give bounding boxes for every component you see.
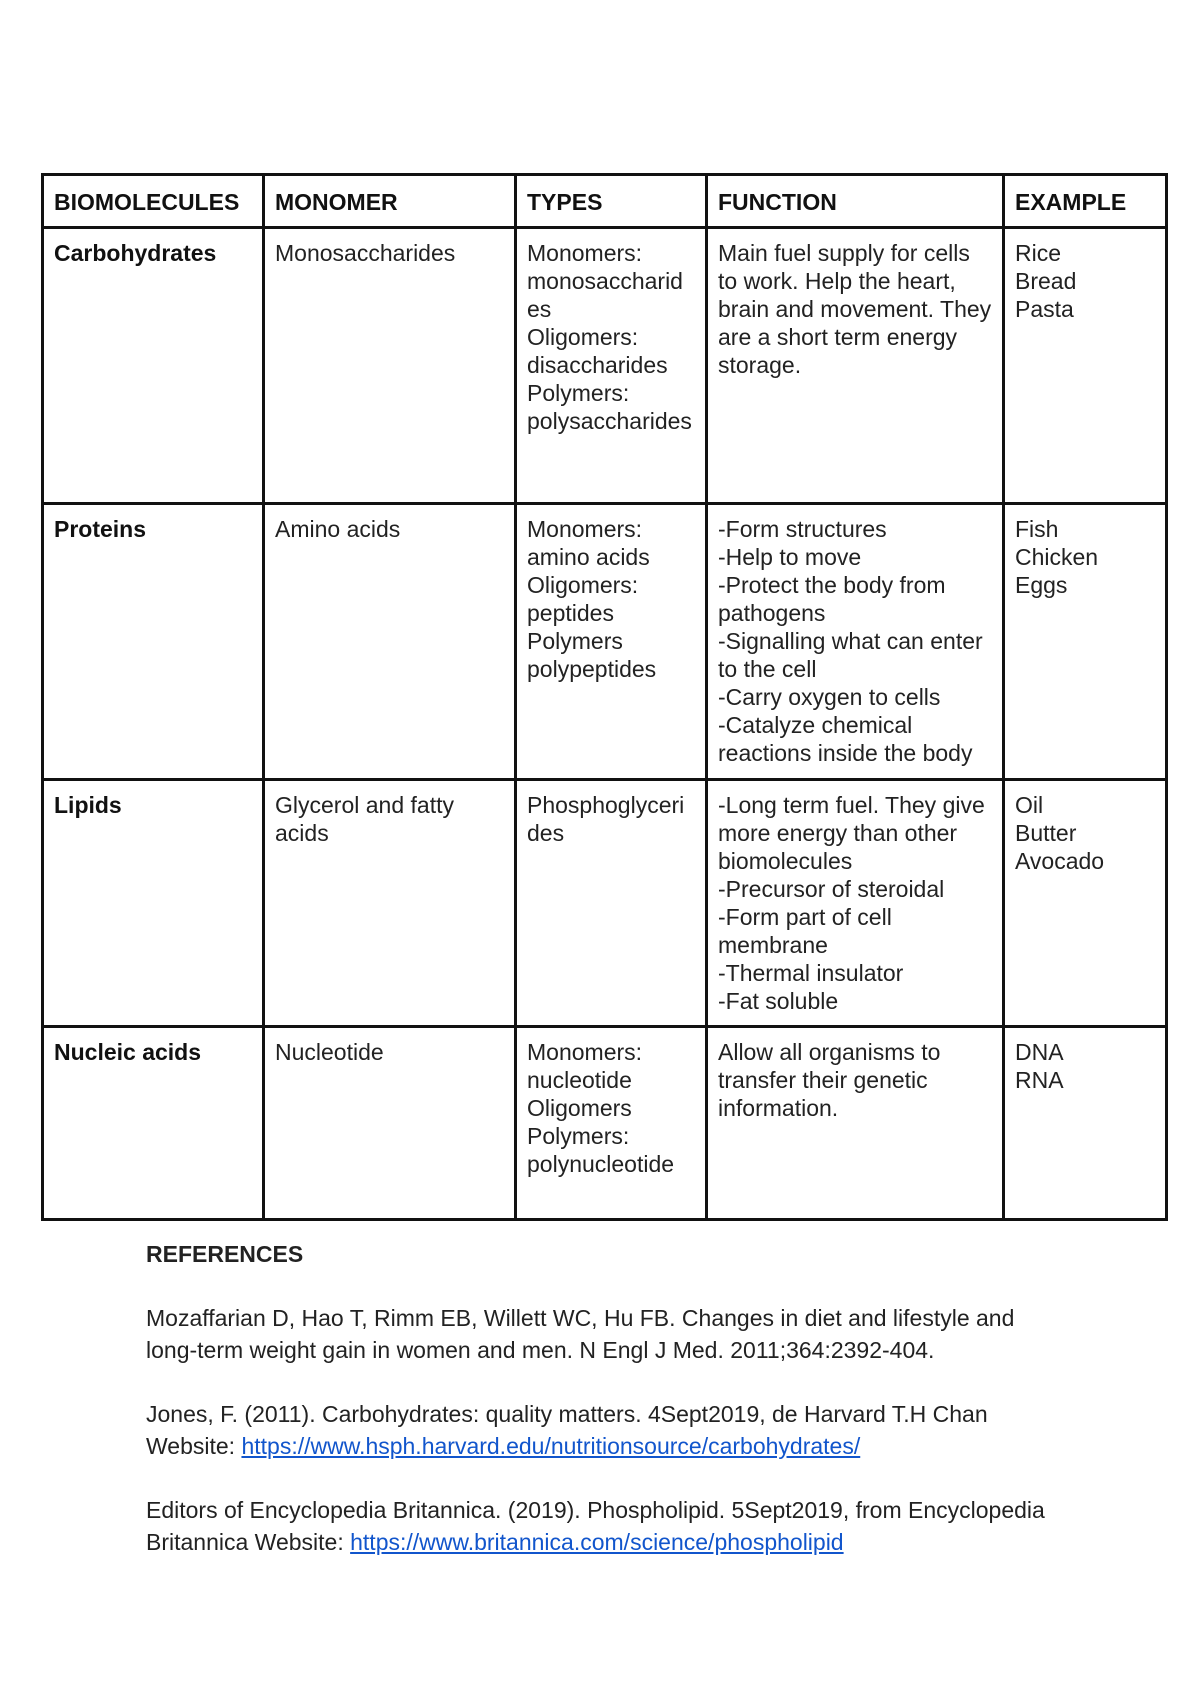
function-line: -Catalyze chemical reactions inside the body: [718, 712, 973, 766]
function-line: -Form part of cell membrane: [718, 904, 892, 958]
cell-function: [707, 228, 1004, 504]
example-line: DNA: [1015, 1039, 1064, 1065]
header-function: FUNCTION: [707, 175, 1004, 228]
reference-item: [146, 1302, 1066, 1366]
reference-link[interactable]: https://www.hsph.harvard.edu/nutritionsource/carbohydrates/: [241, 1433, 861, 1459]
cell-biomolecule: Nucleic acids: [43, 1027, 264, 1220]
cell-types: [516, 780, 707, 1027]
table-row: [43, 504, 1167, 780]
header-biomolecules: BIOMOLECULES: [43, 175, 264, 228]
types-line: monosaccharides: [527, 268, 683, 322]
types-line: Oligomers: [527, 1095, 632, 1121]
example-line: Fish: [1015, 516, 1059, 542]
types-line: nucleotide: [527, 1067, 632, 1093]
cell-example: [1004, 1027, 1167, 1220]
cell-types: [516, 504, 707, 780]
types-line: Polymers:: [527, 1123, 630, 1149]
function-line: -Protect the body from pathogens: [718, 572, 946, 626]
types-line: Polymers: [527, 628, 623, 654]
cell-biomolecule: Carbohydrates: [43, 228, 264, 504]
cell-example: [1004, 780, 1167, 1027]
function-line: -Signalling what can enter to the cell: [718, 628, 983, 682]
function-line: -Thermal insulator: [718, 960, 904, 986]
table-row: [43, 1027, 1167, 1220]
types-line: Monomers:: [527, 240, 643, 266]
example-line: Chicken: [1015, 544, 1099, 570]
function-line: -Fat soluble: [718, 988, 839, 1014]
types-line: polynucleotide: [527, 1151, 675, 1177]
function-line: Allow all organisms to transfer their genetic information.: [718, 1039, 941, 1121]
cell-function: [707, 780, 1004, 1027]
function-line: -Long term fuel. They give more energy than other biomolecules: [718, 792, 985, 874]
table-header-row: [43, 175, 1167, 228]
example-line: Eggs: [1015, 572, 1068, 598]
cell-types: [516, 1027, 707, 1220]
types-line: Phosphoglycerides: [527, 792, 685, 846]
cell-monomer: Monosaccharides: [264, 228, 516, 504]
reference-text: Mozaffarian D, Hao T, Rimm EB, Willett WC, Hu FB. Changes in diet and lifestyle and long-term weight gain in women and men. N Engl J Med. 2011;364:2392-404.: [146, 1305, 1015, 1363]
types-line: Monomers:: [527, 516, 643, 542]
cell-monomer: Glycerol and fatty acids: [264, 780, 516, 1027]
reference-text: Editors of Encyclopedia Britannica. (2019). Phospholipid. 5Sept2019, from Encyclopedia Britannica Website:: [146, 1497, 1045, 1555]
header-monomer: MONOMER: [264, 175, 516, 228]
reference-item: [146, 1398, 1066, 1462]
types-line: polysaccharides: [527, 408, 692, 434]
biomolecules-table: [41, 173, 1168, 1221]
types-line: amino acids: [527, 544, 650, 570]
types-line: peptides: [527, 600, 614, 626]
example-line: Bread: [1015, 268, 1077, 294]
function-line: -Form structures: [718, 516, 887, 542]
types-line: disaccharides: [527, 352, 668, 378]
table-row: [43, 780, 1167, 1027]
types-line: polypeptides: [527, 656, 657, 682]
reference-item: [146, 1494, 1066, 1558]
example-line: Butter: [1015, 820, 1077, 846]
types-line: Monomers:: [527, 1039, 643, 1065]
types-line: Oligomers:: [527, 572, 639, 598]
types-line: Polymers:: [527, 380, 630, 406]
example-line: RNA: [1015, 1067, 1064, 1093]
reference-link[interactable]: https://www.britannica.com/science/phospholipid: [350, 1529, 844, 1555]
header-example: EXAMPLE: [1004, 175, 1167, 228]
cell-example: [1004, 228, 1167, 504]
cell-types: [516, 228, 707, 504]
types-line: Oligomers:: [527, 324, 639, 350]
function-line: Main fuel supply for cells to work. Help the heart, brain and movement. They are a short term energy storage.: [718, 240, 992, 378]
function-line: -Carry oxygen to cells: [718, 684, 941, 710]
cell-biomolecule: Lipids: [43, 780, 264, 1027]
example-line: Pasta: [1015, 296, 1074, 322]
cell-example: [1004, 504, 1167, 780]
function-line: -Help to move: [718, 544, 862, 570]
reference-text: Jones, F. (2011). Carbohydrates: quality matters. 4Sept2019, de Harvard T.H Chan Website:: [146, 1401, 988, 1459]
references-section: [146, 1238, 1066, 1590]
cell-monomer: Amino acids: [264, 504, 516, 780]
cell-function: [707, 504, 1004, 780]
table-row: [43, 228, 1167, 504]
header-types: TYPES: [516, 175, 707, 228]
example-line: Avocado: [1015, 848, 1105, 874]
example-line: Rice: [1015, 240, 1062, 266]
function-line: -Precursor of steroidal: [718, 876, 945, 902]
cell-biomolecule: Proteins: [43, 504, 264, 780]
references-title: REFERENCES: [146, 1241, 304, 1267]
example-line: Oil: [1015, 792, 1044, 818]
cell-function: [707, 1027, 1004, 1220]
cell-monomer: Nucleotide: [264, 1027, 516, 1220]
